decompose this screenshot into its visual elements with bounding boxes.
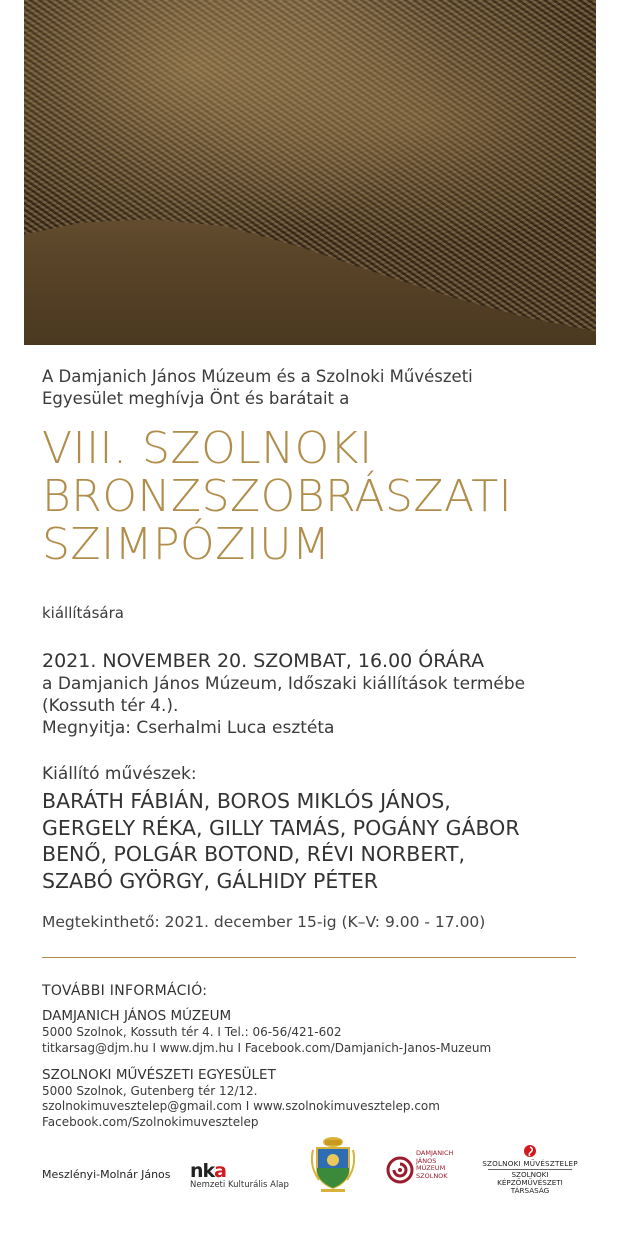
museum-contacts[interactable]: titkarsag@djm.hu I www.djm.hu I Facebook.com/Damjanich-Janos-Muzeum (42, 1041, 492, 1055)
divider (42, 957, 576, 958)
intro-line-1: A Damjanich János Múzeum és a Szolnoki Művészeti (42, 367, 473, 386)
nka-logo (188, 1160, 293, 1190)
crest-icon (311, 1136, 355, 1194)
museum-address: 5000 Szolnok, Kossuth tér 4. I Tel.: 06-56/421-602 (42, 1025, 342, 1039)
artists-line-3: BENŐ, POLGÁR BOTOND, RÉVI NORBERT, (42, 842, 466, 866)
invitation-intro (42, 366, 473, 410)
exhibition-title (42, 425, 512, 569)
museum-logo-text: DAMJANICH JÁNOS MÚZEUM SZOLNOK (416, 1149, 454, 1180)
opening-speaker: Megnyitja: Cserhalmi Luca esztéta (42, 718, 335, 738)
nka-mark: nka (190, 1160, 226, 1182)
location-line-1: a Damjanich János Múzeum, Időszaki kiállítások termébe (42, 674, 526, 694)
exhibition-subtitle: kiállítására (42, 604, 124, 622)
intro-line-2: Egyesület meghívja Önt és barátait a (42, 389, 350, 408)
society-name: SZOLNOKI KÉPZŐMŰVÉSZETI TÁRSASÁG (497, 1170, 563, 1195)
szolnok-artists-colony-logo (482, 1144, 578, 1194)
bronze-sculpture-photo (24, 0, 596, 345)
city-crest-logo (311, 1136, 355, 1194)
artists-line-1: BARÁTH FÁBIÁN, BOROS MIKLÓS JÁNOS, (42, 789, 451, 813)
artists-label: Kiállító művészek: (42, 764, 197, 784)
hero-highlight (24, 0, 596, 230)
artists-line-4: SZABÓ GYÖRGY, GÁLHIDY PÉTER (42, 868, 379, 893)
photo-credit: Meszlényi-Molnár János (42, 1168, 171, 1181)
colony-swirl-icon (523, 1144, 537, 1158)
location-line-2: (Kossuth tér 4.). (42, 696, 179, 716)
museum-name: DAMJANICH JÁNOS MÚZEUM (42, 1008, 232, 1024)
viewing-period: Megtekinthető: 2021. december 15-ig (K–V: 9.00 - 17.00) (42, 913, 486, 931)
artists-list (42, 788, 520, 894)
nka-text: Nemzeti Kulturális Alap (190, 1180, 289, 1190)
museum-spiral-icon (386, 1156, 414, 1184)
association-name: SZOLNOKI MŰVÉSZETI EGYESÜLET (42, 1067, 276, 1083)
association-address: 5000 Szolnok, Gutenberg tér 12/12. (42, 1084, 258, 1098)
more-info-heading: TOVÁBBI INFORMÁCIÓ: (42, 983, 208, 999)
colony-name: SZOLNOKI MŰVÉSZTELEP (482, 1159, 578, 1168)
damjanich-museum-logo (386, 1150, 466, 1190)
title-line-3: SZIMPÓZIUM (42, 519, 331, 570)
artists-line-2: GERGELY RÉKA, GILLY TAMÁS, POGÁNY GÁBOR (42, 815, 520, 840)
association-facebook[interactable]: Facebook.com/Szolnokimuvesztelep (42, 1115, 259, 1129)
event-date: 2021. NOVEMBER 20. SZOMBAT, 16.00 ÓRÁRA (42, 650, 485, 672)
title-line-2: BRONZSZOBRÁSZATI (42, 471, 513, 522)
event-location (42, 673, 525, 717)
title-line-1: VIII. SZOLNOKI (42, 423, 373, 474)
association-contacts[interactable]: szolnokimuvesztelep@gmail.com I www.szolnokimuvesztelep.com (42, 1099, 440, 1113)
